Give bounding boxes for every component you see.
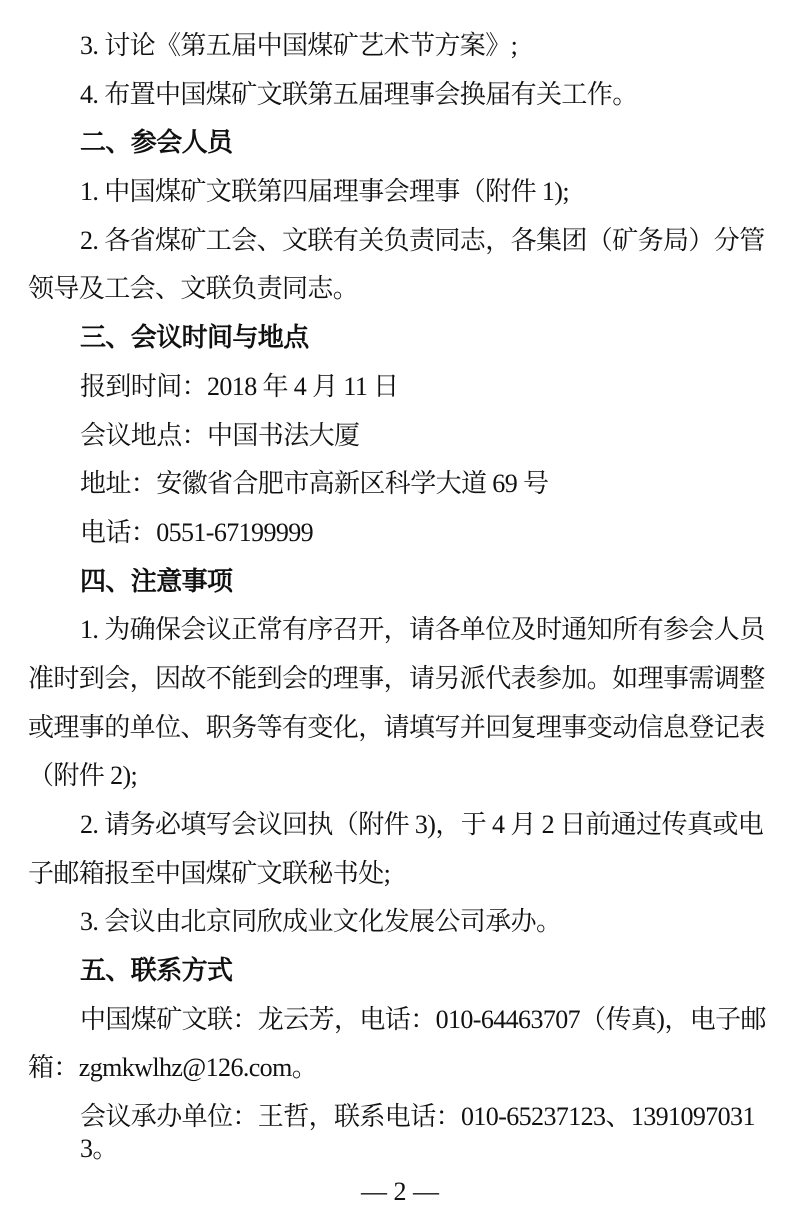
agenda-item-3: 3. 讨论《第五届中国煤矿艺术节方案》; <box>80 31 518 60</box>
note-item-3: 3. 会议由北京同欣成业文化发展公司承办。 <box>80 907 562 937</box>
section-heading-attendees: 二、参会人员 <box>80 128 233 159</box>
note-item-1: 1. 为确保会议正常有序召开，请各单位及时通知所有参会人员 <box>80 615 765 645</box>
checkin-time: 报到时间：2018 年 4 月 11 日 <box>80 371 399 401</box>
note-item-1-cont: 准时到会，因故不能到会的理事，请另派代表参加。如理事需调整 <box>28 663 765 693</box>
contact-line-1: 中国煤矿文联：龙云芳，电话：010-64463707（传真)，电子邮 <box>80 1004 766 1034</box>
section-heading-contact: 五、联系方式 <box>80 956 233 987</box>
agenda-item-4: 4. 布置中国煤矿文联第五届理事会换届有关工作。 <box>80 79 638 109</box>
section-heading-notes: 四、注意事项 <box>80 566 233 597</box>
page-number: — 2 — <box>361 1176 439 1206</box>
note-item-2-cont: 子邮箱报至中国煤矿文联秘书处; <box>28 858 391 888</box>
attendee-item-1: 1. 中国煤矿文联第四届理事会理事（附件 1); <box>80 177 569 207</box>
attendee-item-2: 2. 各省煤矿工会、文联有关负责同志，各集团（矿务局）分管 <box>80 225 765 255</box>
note-item-1-cont: 或理事的单位、职务等有变化，请填写并回复理事变动信息登记表 <box>28 712 765 742</box>
contact-email: 箱：zgmkwlhz@126.com。 <box>28 1053 318 1083</box>
note-item-1-cont: （附件 2); <box>28 761 138 791</box>
note-item-2: 2. 请务必填写会议回执（附件 3)，于 4 月 2 日前通过传真或电 <box>80 810 764 839</box>
attendee-item-2-cont: 领导及工会、文联负责同志。 <box>28 274 359 304</box>
venue-address: 地址：安徽省合肥市高新区科学大道 69 号 <box>80 469 549 499</box>
section-heading-time-place: 三、会议时间与地点 <box>80 323 309 354</box>
meeting-venue: 会议地点：中国书法大厦 <box>80 420 360 450</box>
contact-line-2: 会议承办单位：王哲，联系电话：010-65237123、13910970313。 <box>80 1102 755 1164</box>
venue-phone: 电话：0551-67199999 <box>80 517 314 547</box>
